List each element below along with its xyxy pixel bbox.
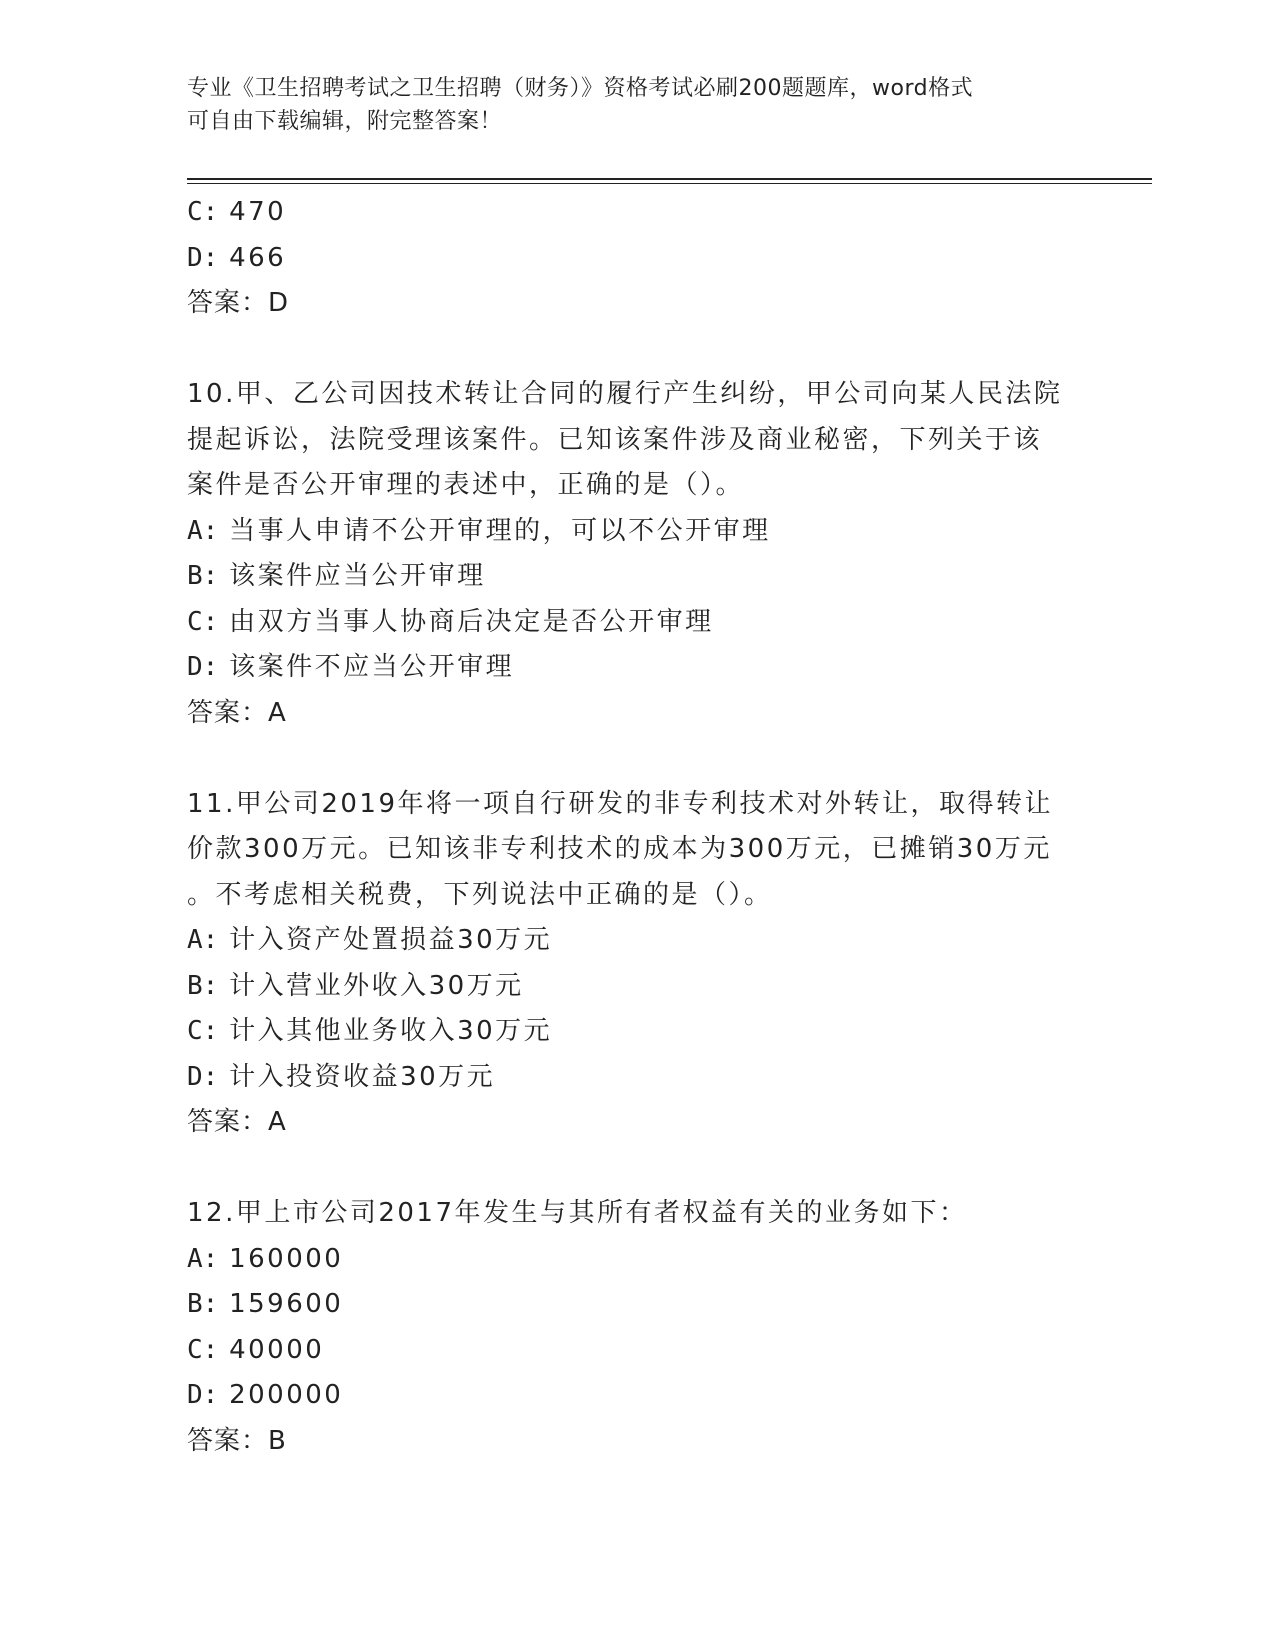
question-12 bbox=[187, 1191, 1087, 1464]
option-a: A: 计入资产处置损益30万元 bbox=[187, 925, 553, 955]
header-line-1: 专业《卫生招聘考试之卫生招聘（财务）》资格考试必刷200题题库，word格式 bbox=[187, 76, 974, 101]
question-list bbox=[187, 190, 1087, 1464]
question-text-line: 11.甲公司2019年将一项自行研发的非专利技术对外转让，取得转让 bbox=[187, 788, 1054, 819]
option-a: A: 160000 bbox=[187, 1243, 344, 1274]
answer: 答案：B bbox=[187, 1425, 287, 1456]
question-text-line: 。不考虑相关税费，下列说法中正确的是（）。 bbox=[187, 879, 773, 910]
question-10 bbox=[187, 372, 1087, 736]
answer: 答案：D bbox=[187, 288, 290, 318]
question-text-line: 提起诉讼，法院受理该案件。已知该案件涉及商业秘密，下列关于该 bbox=[187, 424, 1043, 455]
header-divider-thin bbox=[187, 183, 1152, 184]
question-11 bbox=[187, 782, 1087, 1146]
option-c: C: 470 bbox=[187, 197, 287, 227]
option-d: D: 该案件不应当公开审理 bbox=[187, 652, 515, 682]
answer: 答案：A bbox=[187, 1107, 287, 1137]
option-d: D: 计入投资收益30万元 bbox=[187, 1061, 496, 1092]
option-c: C: 40000 bbox=[187, 1334, 325, 1365]
header-divider-thick bbox=[187, 178, 1152, 180]
header-line-2: 可自由下载编辑，附完整答案！ bbox=[187, 109, 503, 134]
question-text-line: 价款300万元。已知该非专利技术的成本为300万元，已摊销30万元 bbox=[187, 834, 1052, 864]
page-header bbox=[187, 72, 1087, 138]
question-text-line: 案件是否公开审理的表述中，正确的是（）。 bbox=[187, 470, 745, 500]
option-b: B: 159600 bbox=[187, 1289, 344, 1319]
option-c: C: 由双方当事人协商后决定是否公开审理 bbox=[187, 606, 714, 637]
question-text-line: 10.甲、乙公司因技术转让合同的履行产生纠纷，甲公司向某人民法院 bbox=[187, 379, 1063, 409]
option-d: D: 200000 bbox=[187, 1380, 344, 1410]
option-b: B: 计入营业外收入30万元 bbox=[187, 970, 524, 1001]
option-c: C: 计入其他业务收入30万元 bbox=[187, 1016, 553, 1046]
question-text-line: 12.甲上市公司2017年发生与其所有者权益有关的业务如下： bbox=[187, 1198, 968, 1228]
answer: 答案：A bbox=[187, 697, 287, 728]
option-d: D: 466 bbox=[187, 242, 287, 273]
question-9-tail bbox=[187, 190, 1087, 327]
option-b: B: 该案件应当公开审理 bbox=[187, 561, 486, 591]
option-a: A: 当事人申请不公开审理的，可以不公开审理 bbox=[187, 515, 771, 546]
